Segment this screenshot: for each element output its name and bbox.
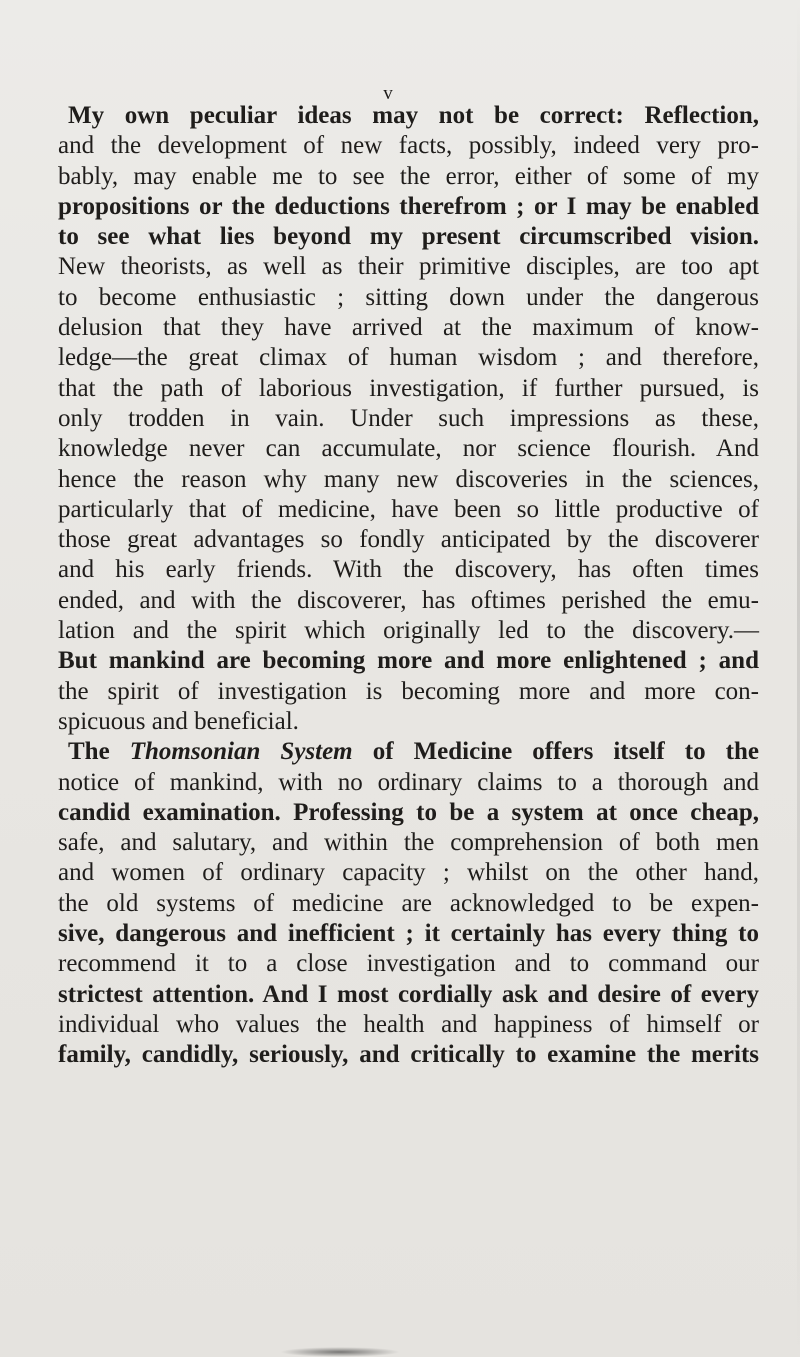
text-line-7: to become enthusiastic ; sitting down under the dangerous [58,283,759,311]
text-line-14: particularly that of medicine, have been so little productive of [58,495,759,523]
text-line-17: ended, and with the discoverer, has oftimes perished the emu- [58,586,759,614]
text-line-15: those great advantages so fondly anticipated by the discoverer [58,526,759,554]
text-line-5: to see what lies beyond my present circumscribed vision. [58,223,759,251]
text-line-23: notice of mankind, with no ordinary claims to a thorough and [58,768,759,796]
line-22-start: The [68,738,130,766]
text-line-11: only trodden in vain. Under such impressions as these, [58,404,759,432]
text-line-6: New theorists, as well as their primitive disciples, are too apt [58,253,759,281]
text-line-2: and the development of new facts, possibly, indeed very pro- [58,132,759,160]
body-text [58,101,759,1071]
text-line-25: safe, and salutary, and within the comprehension of both men [58,829,759,857]
text-line-30: strictest attention. And I most cordially ask and desire of every [58,980,759,1008]
text-line-1: My own peculiar ideas may not be correct: Reflection, [68,102,759,129]
text-line-22 [58,737,759,767]
text-line-12: knowledge never can accumulate, nor science flourish. And [58,435,759,463]
system-name-emphasis: Thomsonian System [129,738,353,766]
text-line-32: family, candidly, seriously, and critically to examine the merits [58,1041,759,1069]
text-line-4: propositions or the deductions therefrom ; or I may be enabled [58,192,759,220]
text-line-29: recommend it to a close investigation and to command our [58,950,759,978]
text-line-24: candid examination. Professing to be a system at once cheap, [58,798,759,826]
text-line-21: spicuous and beneficial. [58,707,299,735]
text-line-18: lation and the spirit which originally led to the discovery.— [58,617,759,645]
text-line-16: and his early friends. With the discovery, has often times [58,556,759,584]
page-number: v [383,83,394,104]
text-line-26: and women of ordinary capacity ; whilst on the other hand, [58,859,759,887]
text-line-8: delusion that they have arrived at the maximum of know- [58,314,759,342]
text-line-13: hence the reason why many new discoveries in the sciences, [58,465,759,493]
ink-smudge [280,1347,400,1357]
text-line-9: ledge—the great climax of human wisdom ; and therefore, [58,344,759,372]
text-line-20: the spirit of investigation is becoming more and more con- [58,677,759,705]
text-line-19: But mankind are becoming more and more enlightened ; and [58,647,759,675]
text-line-10: that the path of laborious investigation, if further pursued, is [58,374,759,402]
line-22-end: of Medicine offers itself to the [352,738,760,766]
text-line-28: sive, dangerous and inefficient ; it certainly has every thing to [58,920,759,948]
text-line-31: individual who values the health and happiness of himself or [58,1010,759,1038]
text-line-3: bably, may enable me to see the error, either of some of my [58,162,759,190]
text-line-27: the old systems of medicine are acknowledged to be expen- [58,889,759,917]
